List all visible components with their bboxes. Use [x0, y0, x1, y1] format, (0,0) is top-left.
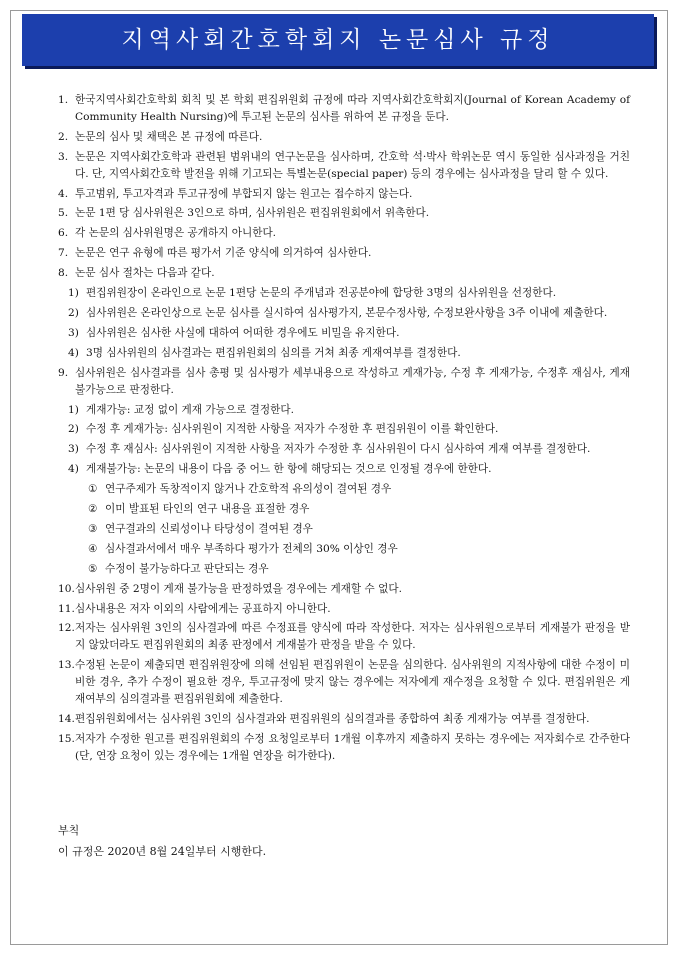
item-number: 7. — [58, 247, 69, 260]
item-text: 게재불가능: 논문의 내용이 다음 중 어느 한 항에 해당되는 것으로 인정될 경우에 한한다. — [86, 463, 492, 476]
item-text: 수정된 논문이 제출되면 편집위원장에 의해 선임된 편집위원이 논문을 심의한다. 심사위원의 지적사항에 대한 수정이 미비한 경우, 추가 수정이 필요한 경우, 투고규정에 맞지 않는 경우에는 저자에게 재수정을 요청할 수 있다. 편집위원은 게재여부의 심의결과를 편집위원회에 제출한다. — [75, 659, 630, 706]
item-number: 11. — [58, 602, 75, 615]
item-text: 심사내용은 저자 이외의 사람에게는 공표하지 아니한다. — [75, 602, 331, 615]
item-number: ② — [88, 503, 98, 516]
appendix — [58, 822, 266, 864]
title-banner — [22, 14, 654, 66]
item-text: 논문의 심사 및 채택은 본 규정에 따른다. — [75, 130, 263, 143]
article-item — [58, 245, 630, 262]
item-text: 저자가 수정한 원고를 편집위원회의 수정 요청일로부터 1개월 이후까지 제출하지 못하는 경우에는 저자회수로 간주한다(단, 연장 요청이 있는 경우에는 1개월 연장을 허가한다). — [75, 732, 630, 762]
item-text: 수정이 불가능하다고 판단되는 경우 — [105, 562, 269, 575]
article-item — [58, 149, 630, 183]
item-text: 편집위원장이 온라인으로 논문 1편당 논문의 주개념과 전공분야에 합당한 3명의 심사위원을 선정한다. — [86, 287, 557, 300]
item-number: ① — [88, 483, 98, 496]
item-text: 수정 후 게재가능: 심사위원이 지적한 사항을 저자가 수정한 후 편집위원이 이를 확인한다. — [86, 423, 499, 436]
criterion-item — [58, 501, 630, 518]
article-item — [58, 265, 630, 282]
article-item — [58, 601, 630, 618]
item-number: 3. — [58, 150, 69, 163]
item-text: 수정 후 재심사: 심사위원이 지적한 사항을 저자가 수정한 후 심사위원이 다시 심사하여 게재 여부를 결정한다. — [86, 443, 591, 456]
item-text: 저자는 심사위원 3인의 심사결과에 따른 수정표를 양식에 따라 작성한다. 저자는 심사위원으로부터 게재불가 판정을 받지 않았더라도 편집위원회의 최종 판정에서 게재불가 판정을 받을 수 있다. — [75, 622, 630, 652]
article-item — [58, 620, 630, 654]
item-number: 4) — [68, 346, 79, 359]
article-item — [58, 186, 630, 203]
sub-item — [58, 345, 630, 362]
item-number: ④ — [88, 542, 98, 555]
criterion-item — [58, 561, 630, 578]
article-item — [58, 711, 630, 728]
item-text: 심사위원은 심사결과를 심사 총평 및 심사평가 세부내용으로 작성하고 게재가능, 수정 후 게재가능, 수정후 재심사, 게재불가능으로 판정한다. — [75, 366, 630, 396]
item-number: 2) — [68, 306, 79, 319]
appendix-text: 이 규정은 2020년 8월 24일부터 시행한다. — [58, 845, 267, 858]
item-number: 8. — [58, 267, 69, 280]
item-text: 논문 1편 당 심사위원은 3인으로 하며, 심사위원은 편집위원회에서 위촉한다. — [75, 207, 430, 220]
item-text: 편집위원회에서는 심사위원 3인의 심사결과와 편집위원의 심의결과를 종합하여 최종 게재가능 여부를 결정한다. — [75, 713, 590, 725]
article-item — [58, 129, 630, 146]
item-text: 게재가능: 교정 없이 게재 가능으로 결정한다. — [86, 403, 294, 416]
item-number: 3) — [68, 443, 79, 456]
sub-item — [58, 325, 630, 342]
article-item — [58, 92, 630, 126]
item-number: 2. — [58, 130, 69, 143]
sub-item — [58, 421, 630, 438]
item-number: 15. — [58, 732, 75, 745]
regulation-list — [58, 92, 630, 768]
article-item — [58, 581, 630, 598]
article-item — [58, 365, 630, 399]
item-number: 12. — [58, 622, 75, 635]
item-text: 이미 발표된 타인의 연구 내용을 표절한 경우 — [105, 503, 310, 516]
item-text: 심사위원 중 2명이 게재 불가능을 판정하였을 경우에는 게재할 수 없다. — [75, 582, 402, 595]
item-number: 2) — [68, 423, 79, 436]
item-text: 3명 심사위원의 심사결과는 편집위원회의 심의를 거쳐 최종 게재여부를 결정한다. — [86, 346, 461, 359]
item-text: 논문 심사 절차는 다음과 같다. — [75, 267, 215, 280]
article-item — [58, 225, 630, 242]
item-text: 한국지역사회간호학회 회칙 및 본 학회 편집위원회 규정에 따라 지역사회간호학회지(Journal of Korean Academy of Community Health Nursing)에 투고된 논문의 심사를 위하여 본 규정을 둔다. — [75, 94, 630, 123]
item-number: 1) — [68, 287, 79, 300]
item-number: 1. — [58, 94, 69, 106]
item-number: 13. — [58, 659, 75, 672]
item-number: ⑤ — [88, 562, 98, 575]
item-number: 6. — [58, 227, 69, 240]
item-number: 14. — [58, 713, 75, 725]
criterion-item — [58, 481, 630, 498]
item-number: 3) — [68, 326, 79, 339]
item-number: 9. — [58, 366, 69, 379]
item-number: ③ — [88, 522, 98, 535]
sub-item — [58, 441, 630, 458]
article-item — [58, 731, 630, 765]
item-text: 심사결과서에서 매우 부족하다 평가가 전체의 30% 이상인 경우 — [105, 542, 398, 555]
item-text: 논문은 지역사회간호학과 관련된 범위내의 연구논문을 심사하며, 간호학 석·박사 학위논문 역시 동일한 심사과정을 거친다. 단, 지역사회간호학 발전을 위해 기고되는 특별논문(special paper) 등의 경우에는 심사과정을 달리 할 수 있다. — [75, 150, 630, 180]
item-number: 5. — [58, 207, 69, 220]
item-text: 투고범위, 투고자격과 투고규정에 부합되지 않는 원고는 접수하지 않는다. — [75, 187, 413, 200]
item-text: 심사위원은 심사한 사실에 대하여 어떠한 경우에도 비밀을 유지한다. — [86, 326, 400, 339]
article-item — [58, 205, 630, 222]
article-item — [58, 657, 630, 708]
item-text: 심사위원은 온라인상으로 논문 심사를 실시하여 심사평가지, 본문수정사항, 수정보완사항을 3주 이내에 제출한다. — [86, 306, 608, 319]
item-text: 논문은 연구 유형에 따른 평가서 기준 양식에 의거하여 심사한다. — [75, 247, 372, 260]
criterion-item — [58, 521, 630, 538]
sub-item — [58, 305, 630, 322]
item-number: 4. — [58, 187, 69, 200]
appendix-heading: 부칙 — [58, 824, 80, 837]
item-number: 1) — [68, 403, 79, 416]
item-number: 4) — [68, 463, 79, 476]
item-text: 각 논문의 심사위원명은 공개하지 아니한다. — [75, 227, 277, 240]
item-text: 연구결과의 신뢰성이나 타당성이 결여된 경우 — [105, 522, 313, 535]
sub-item — [58, 402, 630, 419]
item-number: 10. — [58, 582, 75, 595]
sub-item — [58, 461, 630, 478]
criterion-item — [58, 541, 630, 558]
sub-item — [58, 285, 630, 302]
document-title: 지역사회간호학회지 논문심사 규정 — [121, 27, 555, 53]
item-text: 연구주제가 독창적이지 않거나 간호학적 유의성이 결여된 경우 — [105, 483, 392, 496]
